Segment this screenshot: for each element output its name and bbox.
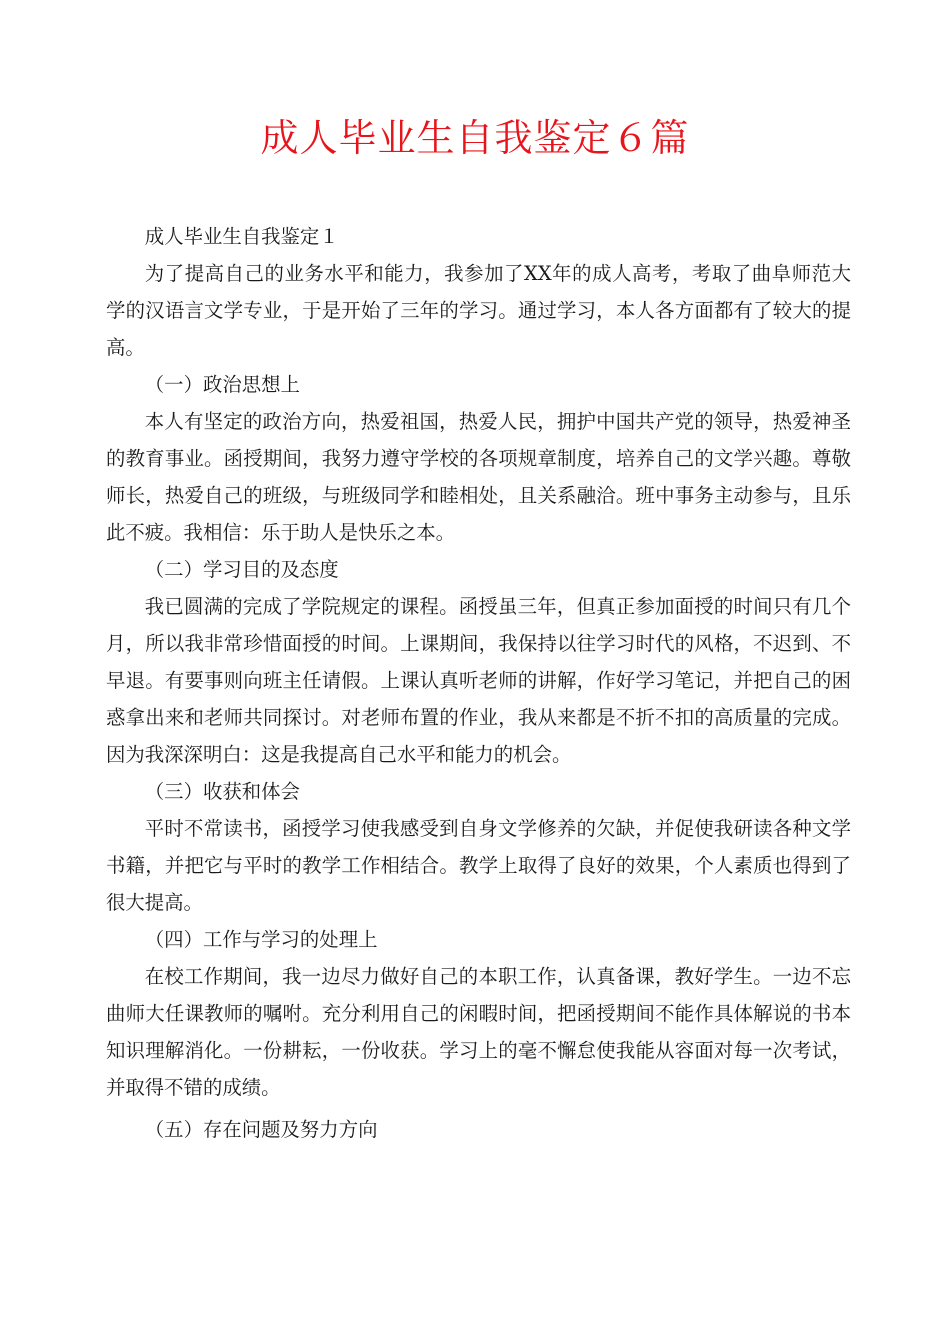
- section-heading: 成人毕业生自我鉴定１: [144, 225, 339, 248]
- part-heading-5: （五）存在问题及努力方向: [144, 1118, 378, 1141]
- part-heading-3: （三）收获和体会: [144, 780, 300, 803]
- part-heading-4: （四）工作与学习的处理上: [144, 928, 378, 951]
- part-paragraph-3: 平时不常读书，函授学习使我感受到自身文学修养的欠缺，并促使我研读各种文学书籍，并把它与平时的教学工作相结合。教学上取得了良好的效果，个人素质也得到了很大提高。: [106, 817, 851, 914]
- part-heading-1: （一）政治思想上: [144, 373, 300, 396]
- part-heading-2: （二）学习目的及态度: [144, 558, 339, 581]
- part-paragraph-4: 在校工作期间，我一边尽力做好自己的本职工作，认真备课，教好学生。一边不忘曲师大任课教师的嘱咐。充分利用自己的闲暇时间，把函授期间不能作具体解说的书本知识理解消化。一份耕耘，一份收获。学习上的毫不懈怠使我能从容面对每一次考试，并取得不错的成绩。: [106, 965, 851, 1099]
- document-body: [106, 218, 851, 1148]
- intro-paragraph: 为了提高自己的业务水平和能力，我参加了XX年的成人高考，考取了曲阜师范大学的汉语言文学专业，于是开始了三年的学习。通过学习，本人各方面都有了较大的提高。: [106, 262, 851, 359]
- document-title: 成人毕业生自我鉴定６篇: [260, 116, 690, 160]
- part-paragraph-1: 本人有坚定的政治方向，热爱祖国，热爱人民，拥护中国共产党的领导，热爱神圣的教育事业。函授期间，我努力遵守学校的各项规章制度，培养自己的文学兴趣。尊敬师长，热爱自己的班级，与班级同学和睦相处，且关系融洽。班中事务主动参与，且乐此不疲。我相信：乐于助人是快乐之本。: [106, 410, 851, 544]
- part-paragraph-2: 我已圆满的完成了学院规定的课程。函授虽三年，但真正参加面授的时间只有几个月，所以我非常珍惜面授的时间。上课期间，我保持以往学习时代的风格，不迟到、不早退。有要事则向班主任请假。上课认真听老师的讲解，作好学习笔记，并把自己的困惑拿出来和老师共同探讨。对老师布置的作业，我从来都是不折不扣的高质量的完成。因为我深深明白：这是我提高自己水平和能力的机会。: [106, 595, 851, 766]
